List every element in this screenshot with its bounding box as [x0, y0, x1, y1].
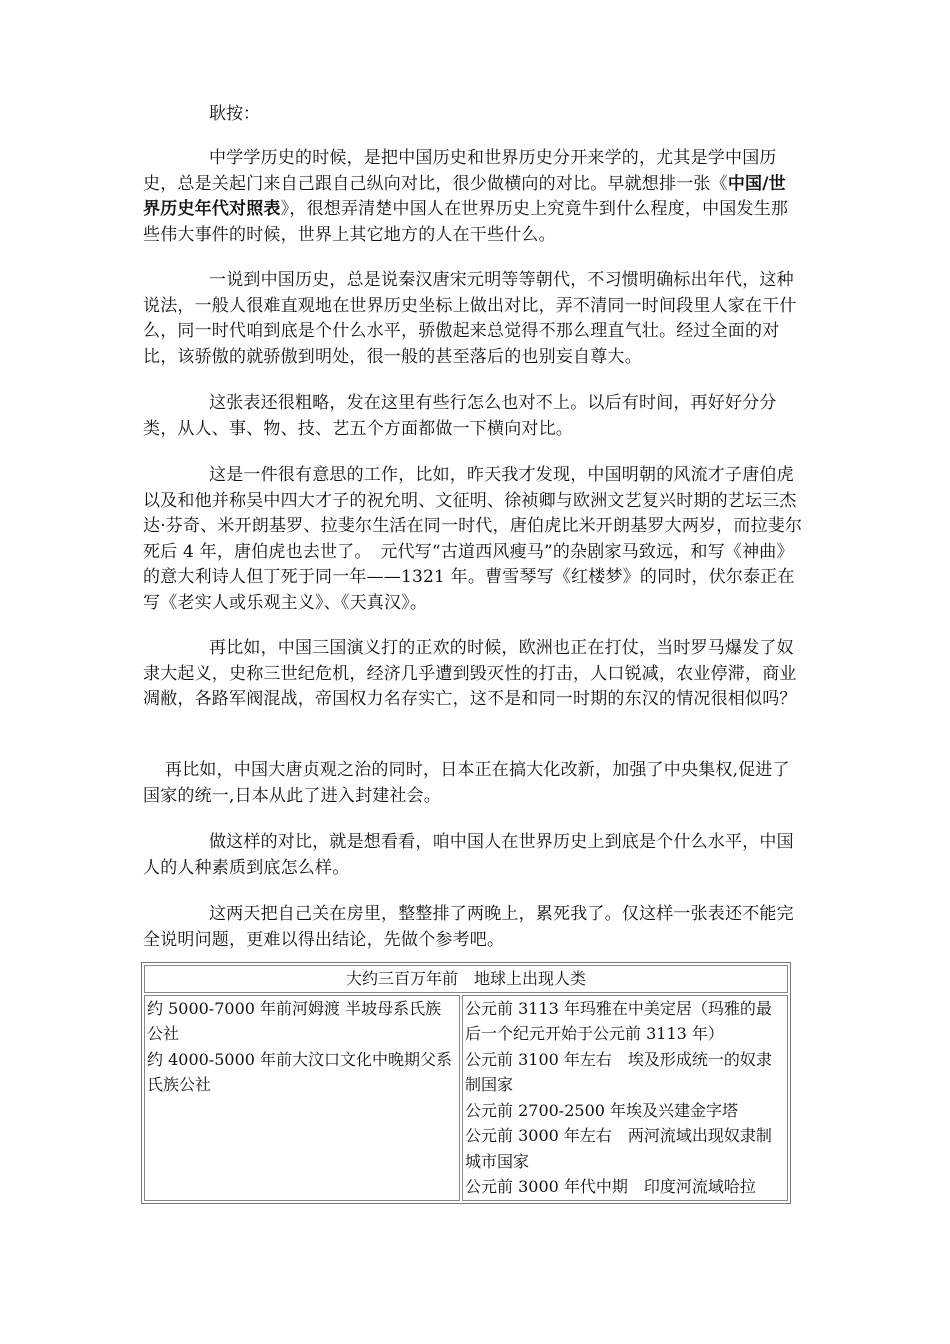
table-header-cell: 大约三百万年前 地球上出现人类: [144, 965, 788, 993]
paragraph-1: [143, 146, 803, 248]
paragraph-7: 做这样的对比，就是想看看，咱中国人在世界历史上到底是个什么水平，中国人的人种素质到底怎么样。: [143, 832, 794, 878]
china-column-cell: [144, 995, 460, 1201]
paragraph-8: 这两天把自己关在房里，整整排了两晚上，累死我了。仅这样一张表还不能完全说明问题，更难以得出结论，先做个参考吧。: [143, 904, 794, 950]
paragraph-1-text-a: 中学学历史的时候，是把中国历史和世界历史分开来学的，尤其是学中国历史，总是关起门来自己跟自己纵向对比，很少做横向的对比。早就想排一张《: [143, 148, 777, 194]
paragraph-4: 这是一件很有意思的工作，比如，昨天我才发现，中国明朝的风流才子唐伯虎以及和他并称吴中四大才子的祝允明、文征明、徐祯卿与欧洲文艺复兴时期的艺坛三杰达·芬奇、米开朗基罗、拉斐尔生活在同一时代，唐伯虎比米开朗基罗大两岁，而拉斐尔死后 4 年，唐伯虎也去世了。 元代写“古道西风瘦马”的杂剧家马致远，和写《神曲》的意大利诗人但丁死于同一年——1321 年。曹雪琴写《红楼梦》的同时，伏尔泰正在写《老实人或乐观主义》、《天真汉》。: [143, 465, 803, 613]
history-timeline-table: [141, 962, 791, 1204]
paragraph-3: 这张表还很粗略，发在这里有些行怎么也对不上。以后有时间，再好好分分类，从人、事、物、技、艺五个方面都做一下横向对比。: [143, 393, 777, 439]
world-entry: 公元前 3100 年左右 埃及形成统一的奴隶制国家: [465, 1049, 772, 1094]
world-entry: 公元前 3000 年代中期 印度河流域哈拉: [465, 1177, 756, 1196]
world-entry: 公元前 3000 年左右 两河流域出现奴隶制城市国家: [465, 1126, 772, 1171]
world-entry: 公元前 3113 年玛雅在中美定居（玛雅的最后一个纪元开始于公元前 3113 年）: [465, 998, 772, 1043]
world-entry: 公元前 2700-2500 年埃及兴建金字塔: [465, 1100, 739, 1120]
table-header-row: [144, 965, 788, 993]
table-title-bold: 中国/世界历史年代对照表: [143, 173, 786, 219]
paragraph-5: 再比如，中国三国演义打的正欢的时候，欧洲也正在打仗，当时罗马爆发了奴隶大起义，史称三世纪危机，经济几乎遭到毁灭性的打击，人口锐减，农业停滞，商业凋敝，各路军阀混战，帝国权力名存实亡，这不是和同一时期的东汉的情况很相似吗？: [143, 638, 797, 709]
author-note-heading: 耿按：: [209, 104, 260, 124]
china-entry: 约 5000-7000 年前河姆渡 半坡母系氏族公社: [147, 998, 442, 1043]
table-row: [144, 995, 788, 1201]
paragraph-2: 一说到中国历史，总是说秦汉唐宋元明等等朝代，不习惯明确标出年代，这种说法，一般人很难直观地在世界历史坐标上做出对比，弄不清同一时间段里人家在干什么，同一时代咱到底是个什么水平，骄傲起来总觉得不那么理直气壮。经过全面的对比，该骄傲的就骄傲到明处，很一般的甚至落后的也别妄自尊大。: [143, 270, 797, 367]
paragraph-6: 再比如，中国大唐贞观之治的同时，日本正在搞大化改新，加强了中央集权,促进了国家的统一,日本从此了进入封建社会。: [143, 760, 790, 806]
paragraph-1-text-b: 》，很想弄清楚中国人在世界历史上究竟牛到什么程度，中国发生那些伟大事件的时候，世界上其它地方的人在干些什么。: [143, 199, 789, 245]
china-entry: 约 4000-5000 年前大汶口文化中晚期父系氏族公社: [147, 1049, 453, 1094]
world-column-cell: [462, 995, 788, 1201]
